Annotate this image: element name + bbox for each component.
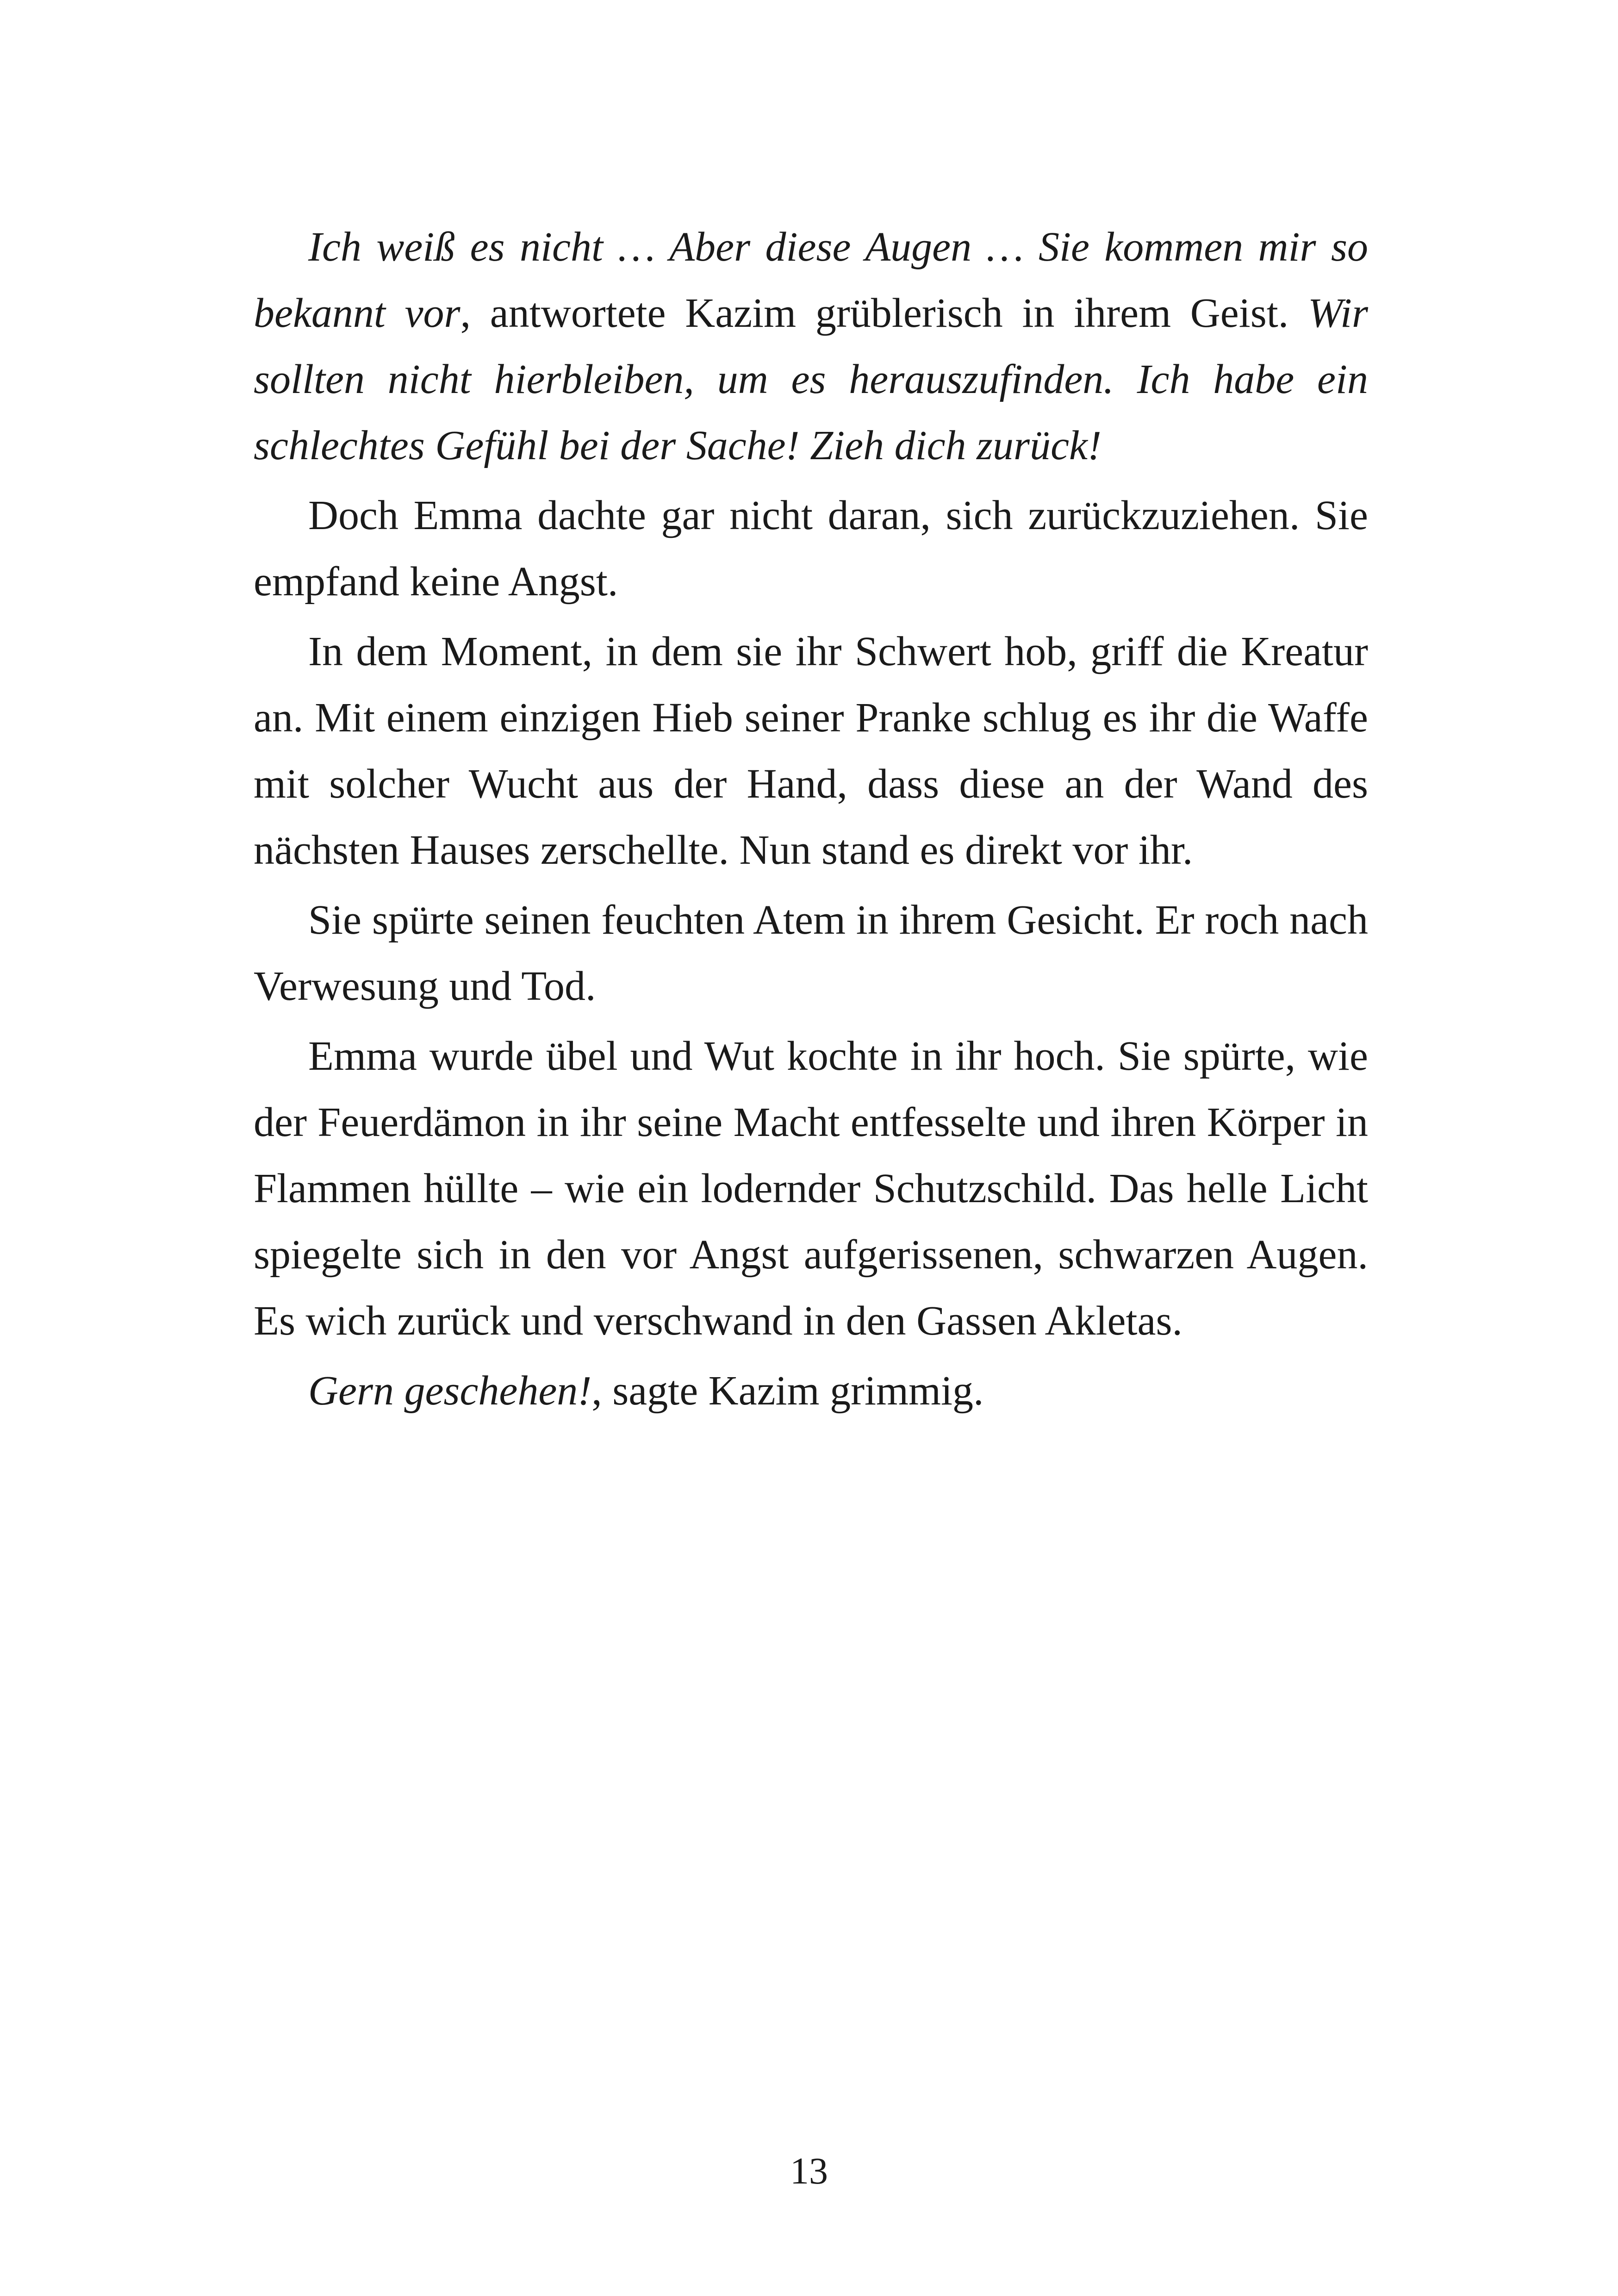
telepathic-speech: Gern geschehen!	[308, 1368, 592, 1414]
telepathic-speech: Ich weiß es nicht … Aber diese Augen … Sie kommen mir so bekannt vor	[254, 224, 1368, 336]
page-number: 13	[790, 2150, 828, 2192]
paragraph-2	[254, 482, 1368, 615]
narration: Doch Emma dachte gar nicht daran, sich zurückzuziehen. Sie empfand keine Angst.	[254, 493, 1368, 605]
body-text	[254, 214, 1368, 1424]
paragraph-5	[254, 1023, 1368, 1354]
paragraph-4	[254, 887, 1368, 1019]
paragraph-3	[254, 618, 1368, 883]
narration: In dem Moment, in dem sie ihr Schwert hob, griff die Kreatur an. Mit einem einzigen Hieb seiner Pranke schlug es ihr die Waffe mit solcher Wucht aus der Hand, dass diese an der Wand des nächsten Hauses zerschellte. Nun stand es direkt vor ihr.	[254, 629, 1368, 873]
narration: , sagte Kazim grimmig.	[591, 1368, 984, 1414]
narration: Sie spürte seinen feuchten Atem in ihrem Gesicht. Er roch nach Verwesung und Tod.	[254, 897, 1368, 1009]
narration: Emma wurde übel und Wut kochte in ihr hoch. Sie spürte, wie der Feuerdämon in ihr seine Macht entfesselte und ihren Körper in Flammen hüllte – wie ein lodernder Schutzschild. Das helle Licht spiegelte sich in den vor Angst aufgerissenen, schwarzen Augen. Es wich zurück und verschwand in den Gassen Akletas.	[254, 1033, 1368, 1344]
paragraph-6	[254, 1358, 1368, 1424]
paragraph-1	[254, 214, 1368, 479]
narration: , antwortete Kazim grüblerisch in ihrem Geist.	[460, 290, 1308, 336]
telepathic-speech: Wir sollten nicht hierbleiben, um es herauszufinden. Ich habe ein schlechtes Gefühl bei der Sache! Zieh dich zurück!	[254, 290, 1368, 468]
